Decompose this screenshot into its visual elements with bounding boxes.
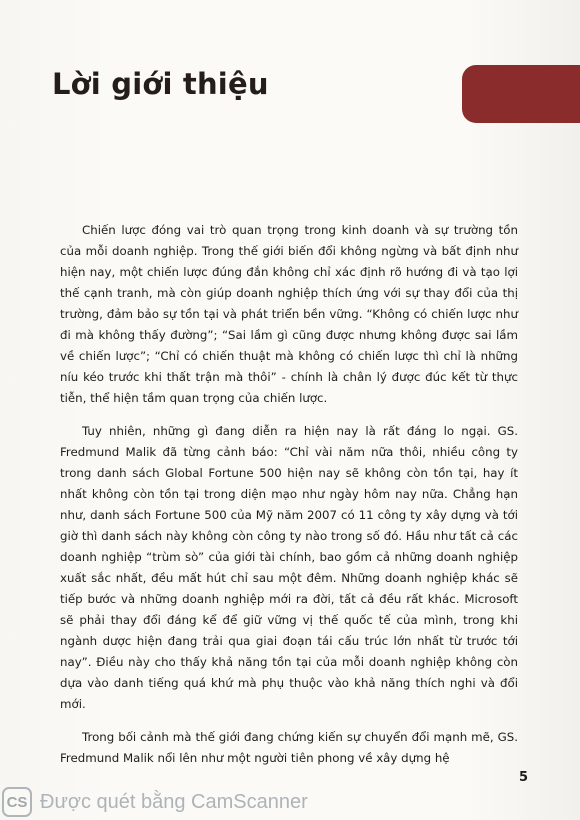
chapter-tab-decoration <box>462 65 580 123</box>
body-text <box>60 220 518 781</box>
camscanner-icon: CS <box>2 787 32 817</box>
page-number: 5 <box>518 770 528 785</box>
page-title: Lời giới thiệu <box>52 67 269 101</box>
camscanner-text: Được quét bằng CamScanner <box>40 790 308 813</box>
camscanner-watermark <box>0 784 308 820</box>
paragraph-3: Trong bối cảnh mà thế giới đang chứng kiến sự chuyển đổi mạnh mẽ, GS. Fredmund Malik nổi lên như một người tiên phong về xây dựng hệ <box>60 730 518 765</box>
paragraph-1: Chiến lược đóng vai trò quan trọng trong kinh doanh và sự trường tồn của mỗi doanh nghiệp. Trong thế giới biến đổi không ngừng và bất định như hiện nay, một chiến lược đúng đắn không chỉ xác định rõ hướng đi và tạo lợi thế cạnh tranh, mà còn giúp doanh nghiệp thích ứng với sự thay đổi của thị trường, đảm bảo sự tồn tại và phát triển bền vững. “Không có chiến lược như đi mà không thấy đường”; “Sai lầm gì cũng được nhưng không được sai lầm về chiến lược”; “Chỉ có chiến thuật mà không có chiến lược thì chỉ là những níu kéo trước khi thất trận mà thôi” - chính là chân lý được đúc kết từ thực tiễn, thể hiện tầm quan trọng của chiến lược. <box>60 223 518 405</box>
paragraph-2: Tuy nhiên, những gì đang diễn ra hiện nay là rất đáng lo ngại. GS. Fredmund Malik đã từng cảnh báo: “Chỉ vài năm nữa thôi, nhiều công ty trong danh sách Global Fortune 500 hiện nay sẽ không còn tồn tại, hay ít nhất không còn tồn tại trong diện mạo như ngày hôm nay nữa. Chẳng hạn như, danh sách Fortune 500 của Mỹ năm 2007 có 11 công ty xây dựng và tới giờ thì danh sách này không còn công ty nào trong số đó. Hầu như tất cả các doanh nghiệp “trùm sò” của giới tài chính, bao gồm cả những doanh nghiệp xuất sắc nhất, đều mất hút chỉ sau một đêm. Những doanh nghiệp khác sẽ tiếp bước và những doanh nghiệp mới ra đời, tất cả đều rất khác. Microsoft sẽ phải thay đổi đáng kể để giữ vững vị thế quốc tế của mình, trong khi ngành dược hiện đang trải qua giai đoạn tái cấu trúc lớn nhất từ trước tới nay”. Điều này cho thấy khả năng tồn tại của mỗi doanh nghiệp không còn dựa vào danh tiếng quá khứ mà phụ thuộc vào khả năng thích nghi và đổi mới. <box>60 424 518 711</box>
